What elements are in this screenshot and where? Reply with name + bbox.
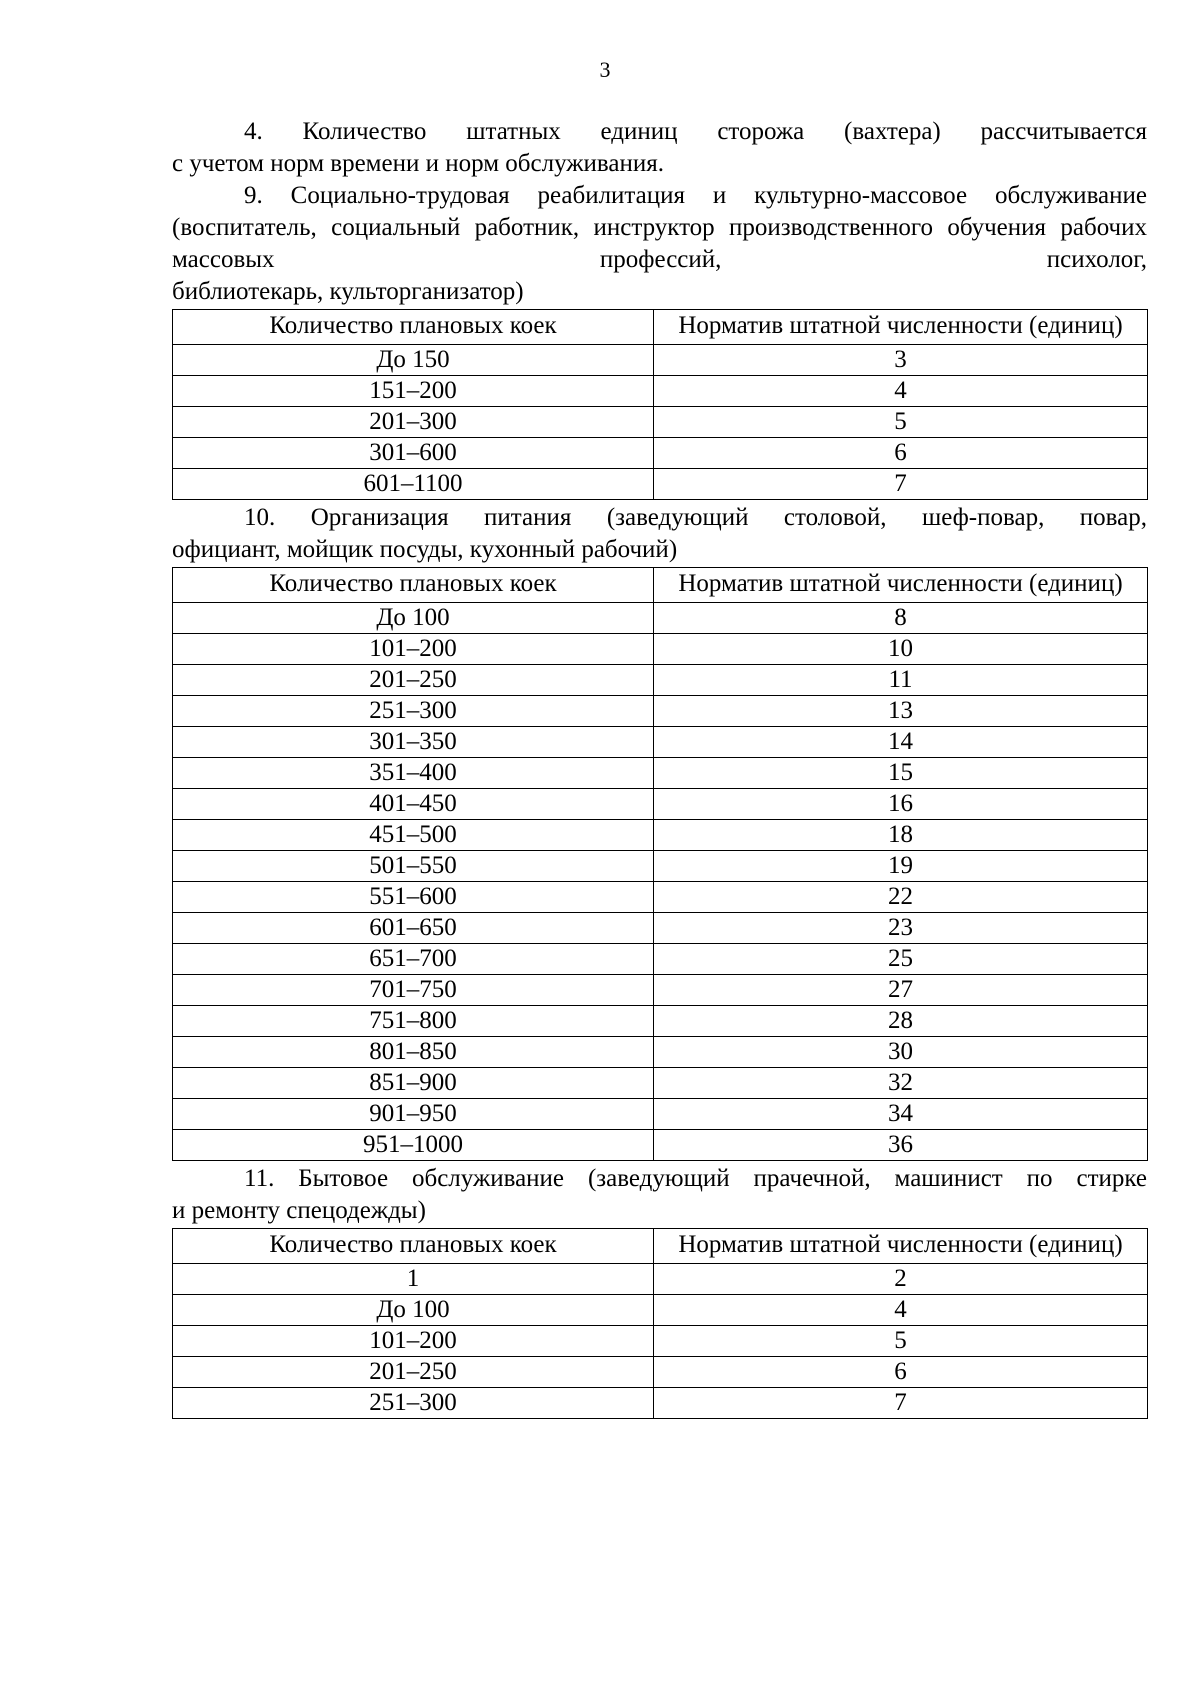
cell-beds: 301–350 [173, 727, 654, 758]
paragraph-10-line-1: 10. Организация питания (заведующий столовой, шеф-повар, повар, [244, 504, 1147, 531]
table-row [173, 1326, 1148, 1357]
table-row [173, 789, 1148, 820]
paragraph-11-line-2: и ремонту спецодежды) [172, 1197, 426, 1224]
cell-beds: 201–300 [173, 407, 654, 438]
cell-norm: 34 [654, 1099, 1148, 1130]
header-norm: Норматив штатной численности (единиц) [654, 1229, 1148, 1264]
staffing-table-9 [172, 309, 1148, 500]
cell-beds: 501–550 [173, 851, 654, 882]
staffing-table-10 [172, 567, 1148, 1161]
cell-norm: 36 [654, 1130, 1148, 1161]
table-row [173, 820, 1148, 851]
cell-beds: 901–950 [173, 1099, 654, 1130]
paragraph-4-line-1: 4. Количество штатных единиц сторожа (вахтера) рассчитывается [244, 118, 1147, 145]
cell-beds: 1 [173, 1264, 654, 1295]
cell-beds: До 150 [173, 345, 654, 376]
table-row [173, 727, 1148, 758]
cell-norm: 2 [654, 1264, 1148, 1295]
paragraph-9: 9. Социально-трудовая реабилитация и культурно-массовое обслуживание (воспитатель, социальный работник, инструктор производственного обучения рабочих массовых профессий, психолог, [172, 182, 1147, 273]
cell-beds: 851–900 [173, 1068, 654, 1099]
paragraph-11-line-1: 11. Бытовое обслуживание (заведующий прачечной, машинист по стирке [244, 1165, 1147, 1192]
cell-beds: 251–300 [173, 1388, 654, 1419]
table-row [173, 634, 1148, 665]
cell-beds: 401–450 [173, 789, 654, 820]
cell-norm: 18 [654, 820, 1148, 851]
table-row [173, 1068, 1148, 1099]
table-row [173, 1099, 1148, 1130]
cell-norm: 16 [654, 789, 1148, 820]
table-row [173, 407, 1148, 438]
cell-beds: 251–300 [173, 696, 654, 727]
cell-norm: 14 [654, 727, 1148, 758]
table-row [173, 1006, 1148, 1037]
header-beds: Количество плановых коек [173, 1229, 654, 1264]
paragraph-4-line-2: с учетом норм времени и норм обслуживания. [172, 150, 664, 177]
cell-beds: 451–500 [173, 820, 654, 851]
cell-norm: 7 [654, 469, 1148, 500]
header-norm: Норматив штатной численности (единиц) [654, 568, 1148, 603]
cell-beds: 551–600 [173, 882, 654, 913]
table-row [173, 1037, 1148, 1068]
table-row [173, 975, 1148, 1006]
table-row [173, 1130, 1148, 1161]
cell-beds: 601–650 [173, 913, 654, 944]
document-body [172, 116, 1147, 1421]
cell-norm: 11 [654, 665, 1148, 696]
staffing-table-11 [172, 1228, 1148, 1419]
cell-beds: До 100 [173, 1295, 654, 1326]
cell-beds: 201–250 [173, 1357, 654, 1388]
table-header-row [173, 1229, 1148, 1264]
cell-norm: 5 [654, 407, 1148, 438]
cell-beds: До 100 [173, 603, 654, 634]
cell-norm: 8 [654, 603, 1148, 634]
paragraph-10-line-2: официант, мойщик посуды, кухонный рабочий) [172, 536, 678, 563]
cell-norm: 15 [654, 758, 1148, 789]
cell-beds: 801–850 [173, 1037, 654, 1068]
cell-norm: 5 [654, 1326, 1148, 1357]
cell-norm: 6 [654, 438, 1148, 469]
header-beds: Количество плановых коек [173, 310, 654, 345]
cell-norm: 13 [654, 696, 1148, 727]
table-row [173, 1388, 1148, 1419]
cell-beds: 201–250 [173, 665, 654, 696]
table-row [173, 603, 1148, 634]
table-row [173, 1295, 1148, 1326]
cell-beds: 751–800 [173, 1006, 654, 1037]
cell-norm: 7 [654, 1388, 1148, 1419]
cell-norm: 23 [654, 913, 1148, 944]
cell-norm: 30 [654, 1037, 1148, 1068]
cell-beds: 701–750 [173, 975, 654, 1006]
table-row [173, 469, 1148, 500]
cell-beds: 301–600 [173, 438, 654, 469]
cell-beds: 351–400 [173, 758, 654, 789]
cell-norm: 4 [654, 1295, 1148, 1326]
header-norm: Норматив штатной численности (единиц) [654, 310, 1148, 345]
cell-norm: 10 [654, 634, 1148, 665]
table-row [173, 696, 1148, 727]
table-row [173, 376, 1148, 407]
table-row [173, 665, 1148, 696]
paragraph-9-last-line: библиотекарь, культорганизатор) [172, 278, 524, 305]
cell-norm: 27 [654, 975, 1148, 1006]
cell-beds: 651–700 [173, 944, 654, 975]
cell-norm: 19 [654, 851, 1148, 882]
cell-beds: 101–200 [173, 1326, 654, 1357]
cell-norm: 22 [654, 882, 1148, 913]
table-row [173, 758, 1148, 789]
cell-norm: 25 [654, 944, 1148, 975]
cell-beds: 101–200 [173, 634, 654, 665]
table-row [173, 438, 1148, 469]
table-row [173, 882, 1148, 913]
table-row [173, 1264, 1148, 1295]
table-header-row [173, 310, 1148, 345]
page-number: 3 [599, 57, 611, 82]
cell-beds: 951–1000 [173, 1130, 654, 1161]
table-row [173, 944, 1148, 975]
cell-norm: 6 [654, 1357, 1148, 1388]
table-row [173, 851, 1148, 882]
header-beds: Количество плановых коек [173, 568, 654, 603]
table-row [173, 345, 1148, 376]
table-row [173, 1357, 1148, 1388]
table-header-row [173, 568, 1148, 603]
cell-norm: 32 [654, 1068, 1148, 1099]
cell-norm: 4 [654, 376, 1148, 407]
cell-norm: 3 [654, 345, 1148, 376]
cell-beds: 151–200 [173, 376, 654, 407]
cell-beds: 601–1100 [173, 469, 654, 500]
cell-norm: 28 [654, 1006, 1148, 1037]
table-row [173, 913, 1148, 944]
